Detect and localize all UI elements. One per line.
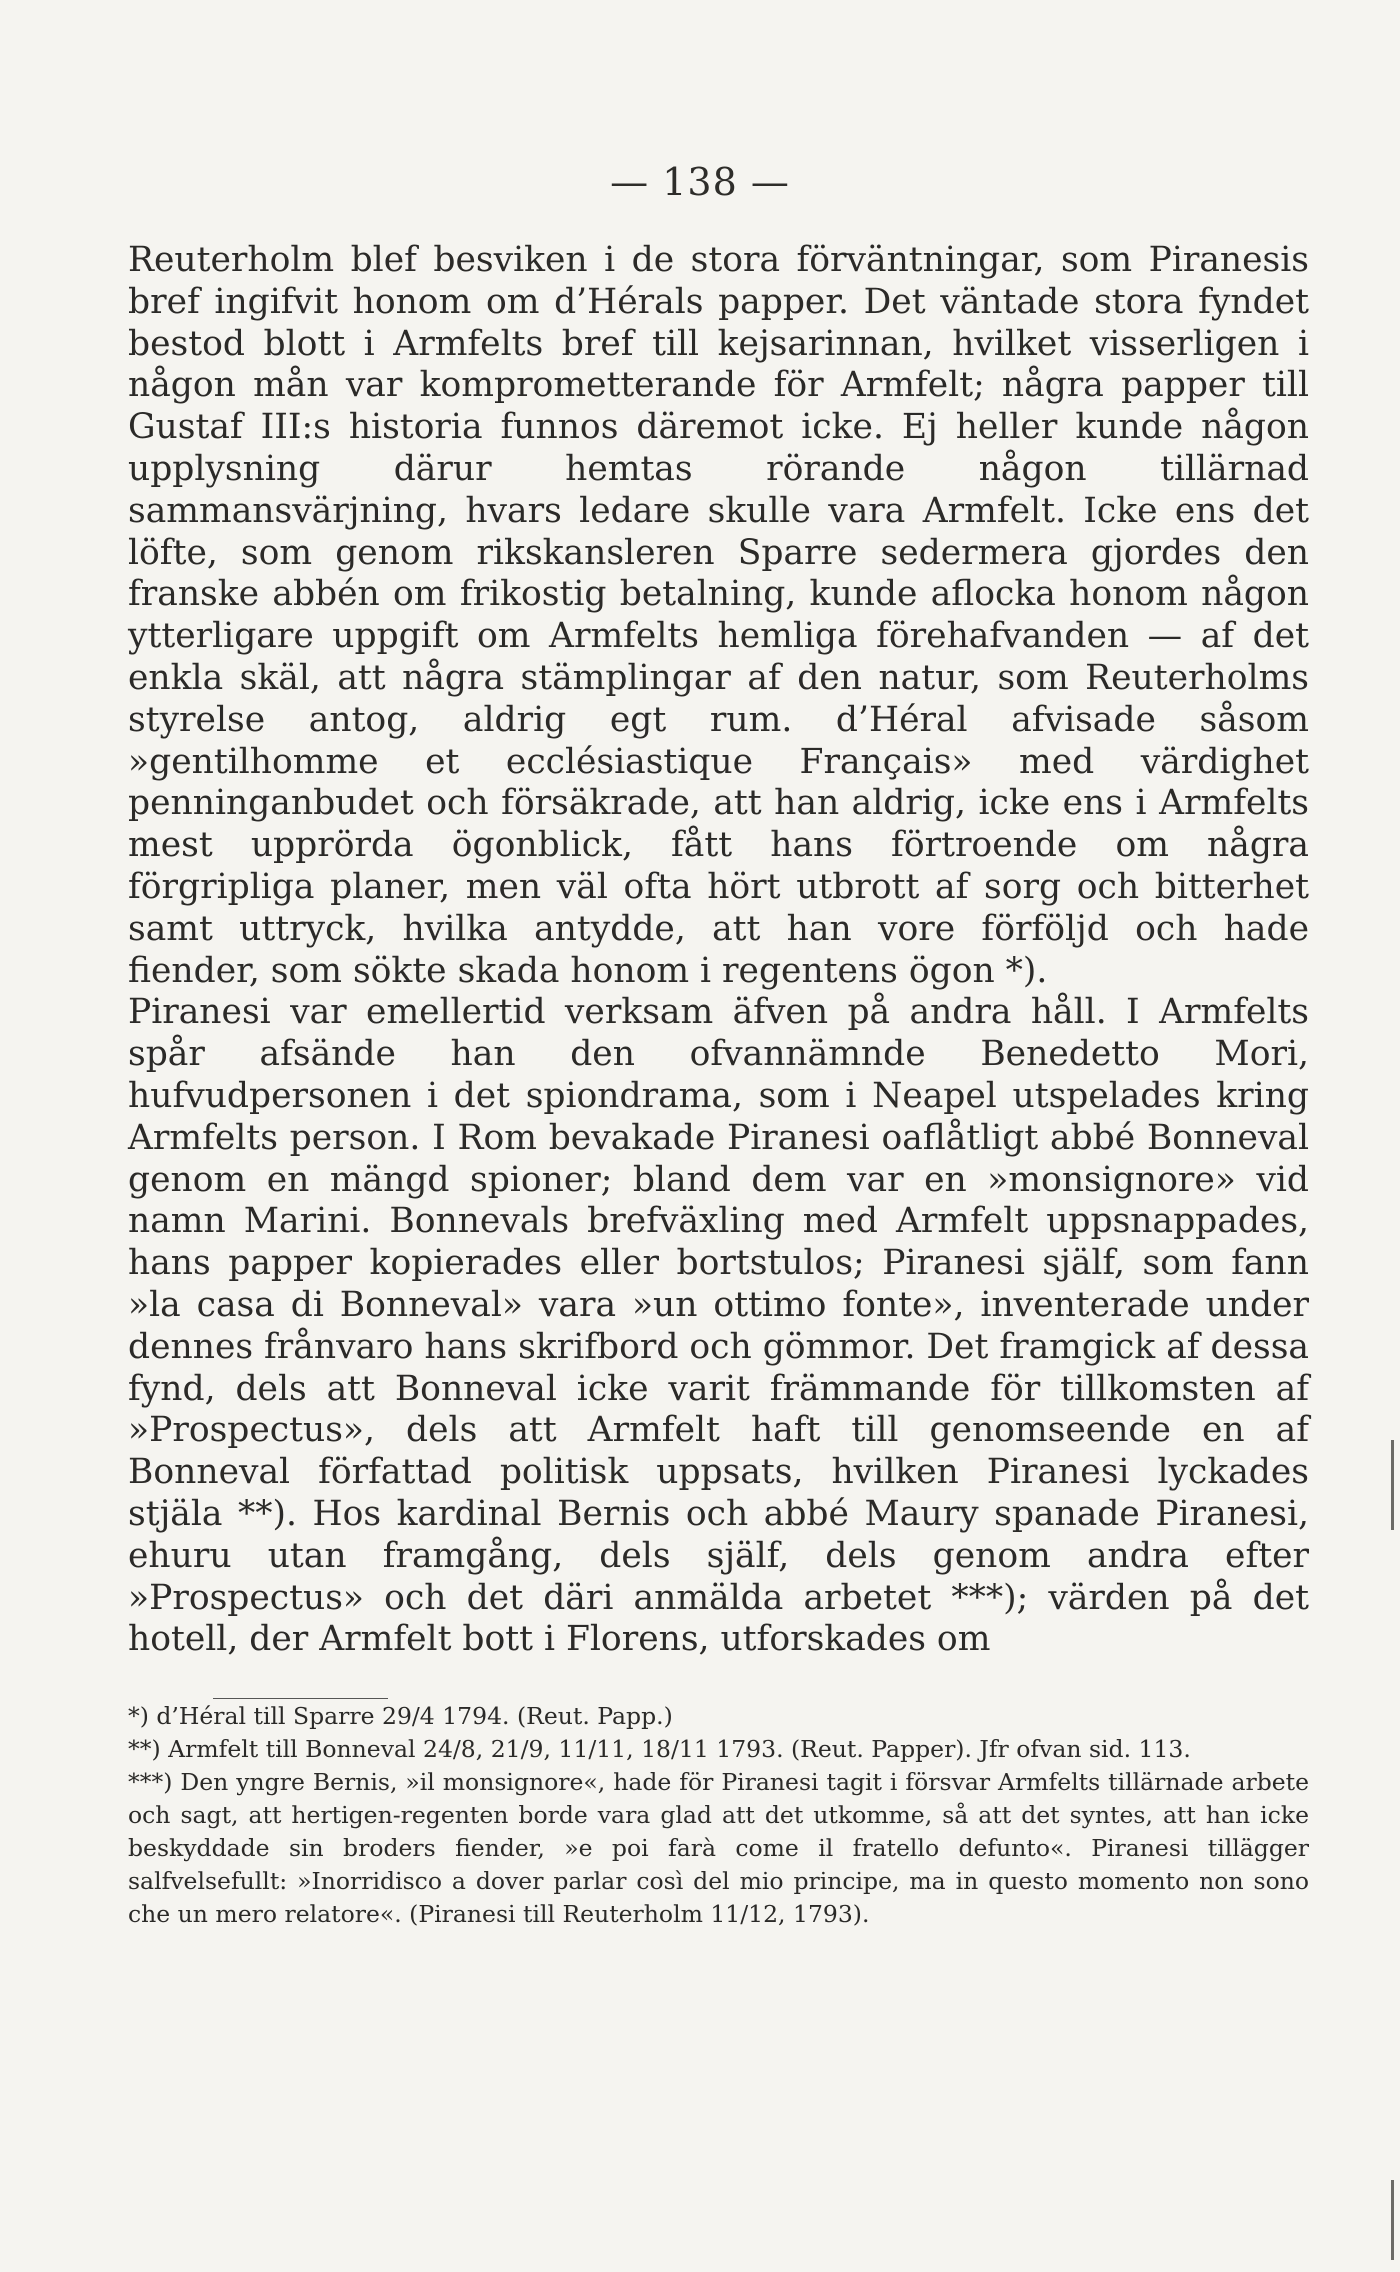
margin-scan-edge: [1391, 1440, 1394, 1530]
page-number: — 138 —: [610, 160, 790, 204]
footnote-divider: [213, 1698, 388, 1699]
margin-scan-edge: [1391, 2180, 1394, 2260]
footnotes: [128, 1700, 1309, 1931]
footnote: ***) Den yngre Bernis, »il monsignore«, hade för Piranesi tagit i försvar Armfelts tillärnade arbete och sagt, att hertigen-regenten borde vara glad att det utkomme, så att det syntes, att han icke beskyddade sin broders fiender, »e poi farà come il fratello defunto«. Piranesi tillägger salfvelsefullt: »Inorridisco a dover parlar così del mio principe, ma in questo momento non sono che un mero relatore«. (Piranesi till Reuterholm 11/12, 1793).: [128, 1768, 1309, 1928]
paragraph: Reuterholm blef besviken i de stora förväntningar, som Piranesis bref ingifvit honom om d’Hérals papper. Det väntade stora fyndet bestod blott i Armfelts bref till kejsarinnan, hvilket visserligen i någon mån var komprometterande för Armfelt; några papper till Gustaf III:s historia funnos däremot icke. Ej heller kunde någon upplysning därur hemtas rörande någon tillärnad sammansvärjning, hvars ledare skulle vara Armfelt. Icke ens det löfte, som genom rikskansleren Sparre sedermera gjordes den franske abbén om frikostig betalning, kunde aflocka honom någon ytterligare uppgift om Armfelts hemliga förehafvanden — af det enkla skäl, att några stämplingar af den natur, som Reuterholms styrelse antog, aldrig egt rum. d’Héral afvisade såsom »gentilhomme et ecclésiastique Français» med värdighet penninganbudet och försäkrade, att han aldrig, icke ens i Armfelts mest upprörda ögonblick, fått hans förtroende om några förgripliga planer, men väl ofta hört utbrott af sorg och bitterhet samt uttryck, hvilka antydde, att han vore förföljd och hade fiender, som sökte skada honom i regentens ögon *).: [128, 240, 1309, 991]
footnote: *) d’Héral till Sparre 29/4 1794. (Reut. Papp.): [128, 1702, 673, 1730]
body-text: [128, 240, 1309, 1661]
footnote: **) Armfelt till Bonneval 24/8, 21/9, 11/11, 18/11 1793. (Reut. Papper). Jfr ofvan sid. 113.: [128, 1735, 1191, 1763]
paragraph: Piranesi var emellertid verksam äfven på andra håll. I Armfelts spår afsände han den ofvannämnde Benedetto Mori, hufvudpersonen i det spiondrama, som i Neapel utspelades kring Armfelts person. I Rom bevakade Piranesi oaflåtligt abbé Bonneval genom en mängd spioner; bland dem var en »monsignore» vid namn Marini. Bonnevals brefväxling med Armfelt uppsnappades, hans papper kopierades eller bortstulos; Piranesi själf, som fann »la casa di Bonneval» vara »un ottimo fonte», inventerade under dennes frånvaro hans skrifbord och gömmor. Det framgick af dessa fynd, dels att Bonneval icke varit främmande för tillkomsten af »Prospectus», dels att Armfelt haft till genomseende en af Bonneval författad politisk uppsats, hvilken Piranesi lyckades stjäla **). Hos kardinal Bernis och abbé Maury spanade Piranesi, ehuru utan framgång, dels själf, dels genom andra efter »Prospectus» och det däri anmälda arbetet ***); värden på det hotell, der Armfelt bott i Florens, utforskades om: [128, 992, 1309, 1660]
